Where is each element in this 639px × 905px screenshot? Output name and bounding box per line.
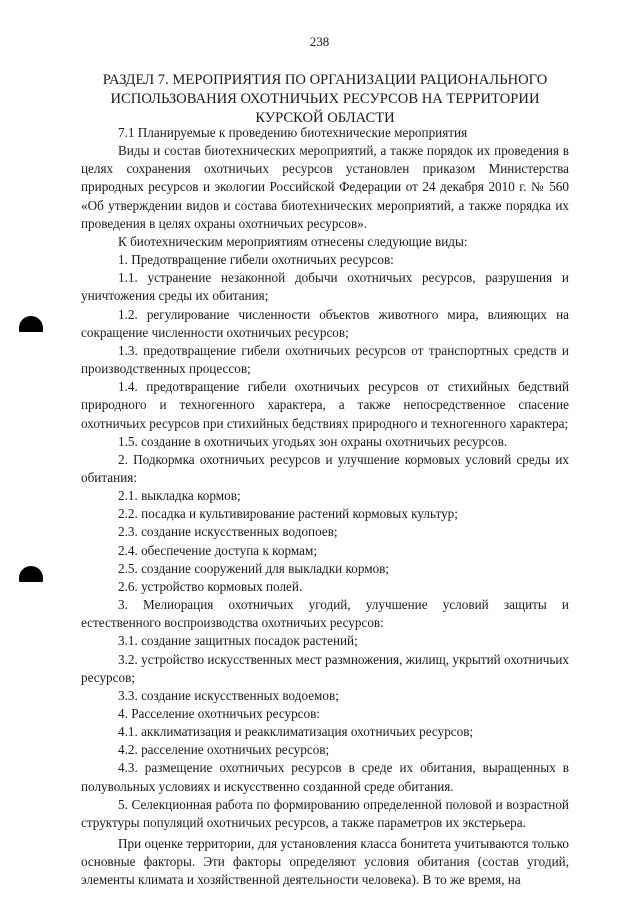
list-item: 2.6. устройство кормовых полей. xyxy=(118,578,303,594)
paragraph: При оценке территории, для установления класса бонитета учитываются только основные факторы. Эти факторы определяют условия обитания (состав угодий, элементы климата и хозяйственной деятельности человека). В то же время, на xyxy=(81,836,569,888)
paragraph: К биотехническим мероприятиям отнесены следующие виды: xyxy=(118,233,468,249)
section-heading: РАЗДЕЛ 7. МЕРОПРИЯТИЯ ПО ОРГАНИЗАЦИИ РАЦИОНАЛЬНОГО ИСПОЛЬЗОВАНИЯ ОХОТНИЧЬИХ РЕСУРСОВ НА ТЕРРИТОРИИ КУРСКОЙ ОБЛАСТИ xyxy=(102,72,548,126)
list-item: 1.2. регулирование численности объектов животного мира, влияющих на сокращение численности охотничьих ресурсов; xyxy=(81,306,569,340)
list-item: 1.1. устранение незаконной добычи охотничьих ресурсов, разрушения и уничтожения среды их обитания; xyxy=(81,270,569,304)
subsection-title: 7.1 Планируемые к проведению биотехнические мероприятия xyxy=(118,125,468,140)
list-item: 4.2. расселение охотничьих ресурсов; xyxy=(118,742,330,758)
list-item: 4.3. размещение охотничьих ресурсов в среде их обитания, выращенных в полувольных условиях и искусственно созданной среде обитания. xyxy=(81,760,569,794)
list-item: 1. Предотвращение гибели охотничьих ресурсов: xyxy=(118,252,394,268)
document-body xyxy=(81,124,569,890)
page-number: 238 xyxy=(309,34,330,49)
punch-hole xyxy=(19,566,43,582)
list-item: 2.4. обеспечение доступа к кормам; xyxy=(118,542,317,558)
list-item: 2.3. создание искусственных водопоев; xyxy=(118,524,338,540)
list-item: 1.3. предотвращение гибели охотничьих ресурсов от транспортных средств и производственных процессов; xyxy=(81,342,569,377)
list-item: 4.1. акклиматизация и реакклиматизация охотничьих ресурсов; xyxy=(118,724,474,740)
list-item: 1.5. создание в охотничьих угодьях зон охраны охотничьих ресурсов. xyxy=(118,433,508,449)
list-item: 2.1. выкладка кормов; xyxy=(118,488,241,504)
list-item: 2.2. посадка и культивирование растений кормовых культур; xyxy=(118,506,458,522)
list-item: 3.2. устройство искусственных мест размножения, жилищ, укрытий охотничьих ресурсов; xyxy=(81,651,569,685)
list-item: 3.1. создание защитных посадок растений; xyxy=(118,633,358,649)
paragraph: Виды и состав биотехнических мероприятий, а также порядок их проведения в целях сохранения охотничьих ресурсов установлен приказом Министерства природных ресурсов и экологии Российской Федерации от 24 декабря 2010 г. № 560 «Об утверждении видов и состава биотехнических мероприятий, а также порядка их проведения в целях охраны охотничьих ресурсов». xyxy=(81,143,569,231)
list-item: 3.3. создание искусственных водоемов; xyxy=(118,687,339,703)
list-item: 2. Подкормка охотничьих ресурсов и улучшение кормовых условий среды их обитания: xyxy=(81,451,569,485)
punch-hole xyxy=(19,316,43,332)
list-item: 2.5. создание сооружений для выкладки кормов; xyxy=(118,560,390,576)
list-item: 5. Селекционная работа по формированию определенной половой и возрастной структуры популяций охотничьих ресурсов, а также параметров их экстерьера. xyxy=(81,796,569,830)
list-item: 4. Расселение охотничьих ресурсов: xyxy=(118,706,321,721)
list-item: 1.4. предотвращение гибели охотничьих ресурсов от стихийных бедствий природного и техногенного характера, а также непосредственное спасение охотничьих ресурсов при стихийных бедствиях природного и техногенного характера; xyxy=(81,379,569,431)
list-item: 3. Мелиорация охотничьих угодий, улучшение условий защиты и естественного воспроизводства охотничьих ресурсов: xyxy=(81,597,569,631)
